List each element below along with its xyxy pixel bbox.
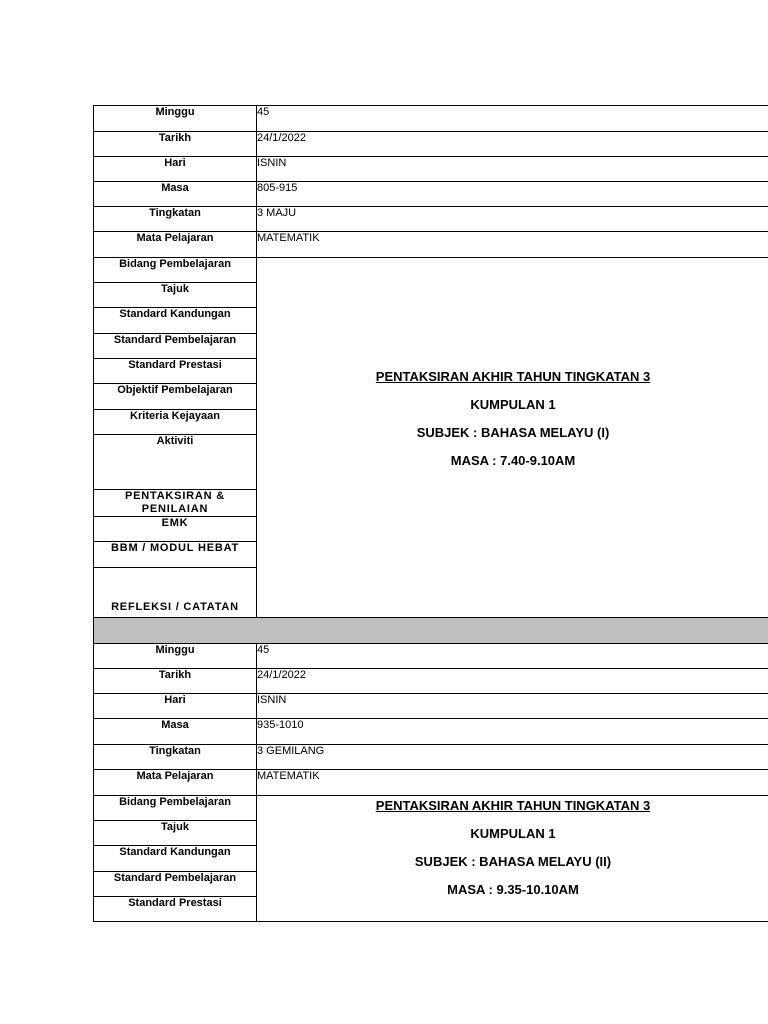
content-cell-2 — [257, 796, 768, 922]
exam-time: MASA : 9.35-10.10AM — [447, 882, 579, 897]
label-aktiviti: Aktiviti — [94, 435, 257, 490]
row-bidang-2 — [94, 796, 768, 821]
label-emk: EMK — [94, 517, 257, 542]
label-tajuk: Tajuk — [94, 821, 257, 846]
label-tingkatan: Tingkatan — [94, 745, 257, 770]
label-bbm-modul-hebat: BBM / MODUL HEBAT — [94, 542, 257, 568]
label-masa: Masa — [94, 182, 257, 207]
value-tingkatan: 3 MAJU — [257, 207, 768, 232]
label-hari: Hari — [94, 157, 257, 182]
label-bidang-pembelajaran: Bidang Pembelajaran — [94, 258, 257, 283]
label-standard-pembelajaran: Standard Pembelajaran — [94, 334, 257, 359]
exam-title: PENTAKSIRAN AKHIR TAHUN TINGKATAN 3 — [375, 369, 651, 384]
label-masa: Masa — [94, 719, 257, 745]
label-bidang-pembelajaran: Bidang Pembelajaran — [94, 796, 257, 821]
label-minggu: Minggu — [94, 644, 257, 669]
row-mata-pelajaran — [94, 232, 768, 258]
value-hari: ISNIN — [257, 157, 768, 182]
label-tarikh: Tarikh — [94, 669, 257, 694]
label-tarikh: Tarikh — [94, 132, 257, 157]
label-standard-pembelajaran: Standard Pembelajaran — [94, 872, 257, 897]
row-masa — [94, 182, 768, 207]
content-cell — [257, 258, 768, 618]
value-tarikh: 24/1/2022 — [257, 669, 768, 694]
row-hari-2 — [94, 694, 768, 719]
exam-group: KUMPULAN 1 — [470, 826, 556, 841]
value-mata-pelajaran: MATEMATIK — [257, 232, 768, 258]
exam-title: PENTAKSIRAN AKHIR TAHUN TINGKATAN 3 — [375, 798, 651, 813]
row-tingkatan — [94, 207, 768, 232]
value-tingkatan: 3 GEMILANG — [257, 745, 768, 770]
label-hari: Hari — [94, 694, 257, 719]
value-hari: ISNIN — [257, 694, 768, 719]
row-minggu — [94, 106, 768, 132]
label-pentaksiran-penilaian: PENTAKSIRAN & PENILAIAN — [94, 490, 257, 517]
value-mata-pelajaran: MATEMATIK — [257, 770, 768, 796]
exam-group: KUMPULAN 1 — [470, 397, 556, 412]
row-hari — [94, 157, 768, 182]
separator-bar — [94, 618, 768, 644]
exam-notice-2 — [257, 796, 768, 898]
label-refleksi-catatan: REFLEKSI / CATATAN — [94, 568, 257, 618]
row-minggu-2 — [94, 644, 768, 669]
exam-notice — [257, 258, 768, 469]
row-tarikh-2 — [94, 669, 768, 694]
value-masa: 805-915 — [257, 182, 768, 207]
row-mata-pelajaran-2 — [94, 770, 768, 796]
value-tarikh: 24/1/2022 — [257, 132, 768, 157]
value-minggu: 45 — [257, 644, 768, 669]
label-mata-pelajaran: Mata Pelajaran — [94, 770, 257, 796]
label-standard-kandungan: Standard Kandungan — [94, 308, 257, 334]
row-tarikh — [94, 132, 768, 157]
row-masa-2 — [94, 719, 768, 745]
label-tajuk: Tajuk — [94, 283, 257, 308]
exam-subject: SUBJEK : BAHASA MELAYU (II) — [414, 854, 612, 869]
label-kriteria-kejayaan: Kriteria Kejayaan — [94, 410, 257, 435]
exam-subject: SUBJEK : BAHASA MELAYU (I) — [416, 425, 610, 440]
exam-time: MASA : 7.40-9.10AM — [450, 453, 576, 468]
label-standard-prestasi: Standard Prestasi — [94, 359, 257, 384]
section-separator — [94, 618, 768, 644]
value-minggu: 45 — [257, 106, 768, 132]
label-standard-prestasi: Standard Prestasi — [94, 897, 257, 922]
label-minggu: Minggu — [94, 106, 257, 132]
row-bidang — [94, 258, 768, 283]
label-mata-pelajaran: Mata Pelajaran — [94, 232, 257, 258]
value-masa: 935-1010 — [257, 719, 768, 745]
lesson-plan-table — [93, 105, 768, 922]
label-objektif-pembelajaran: Objektif Pembelajaran — [94, 384, 257, 410]
row-tingkatan-2 — [94, 745, 768, 770]
label-standard-kandungan: Standard Kandungan — [94, 846, 257, 872]
label-tingkatan: Tingkatan — [94, 207, 257, 232]
